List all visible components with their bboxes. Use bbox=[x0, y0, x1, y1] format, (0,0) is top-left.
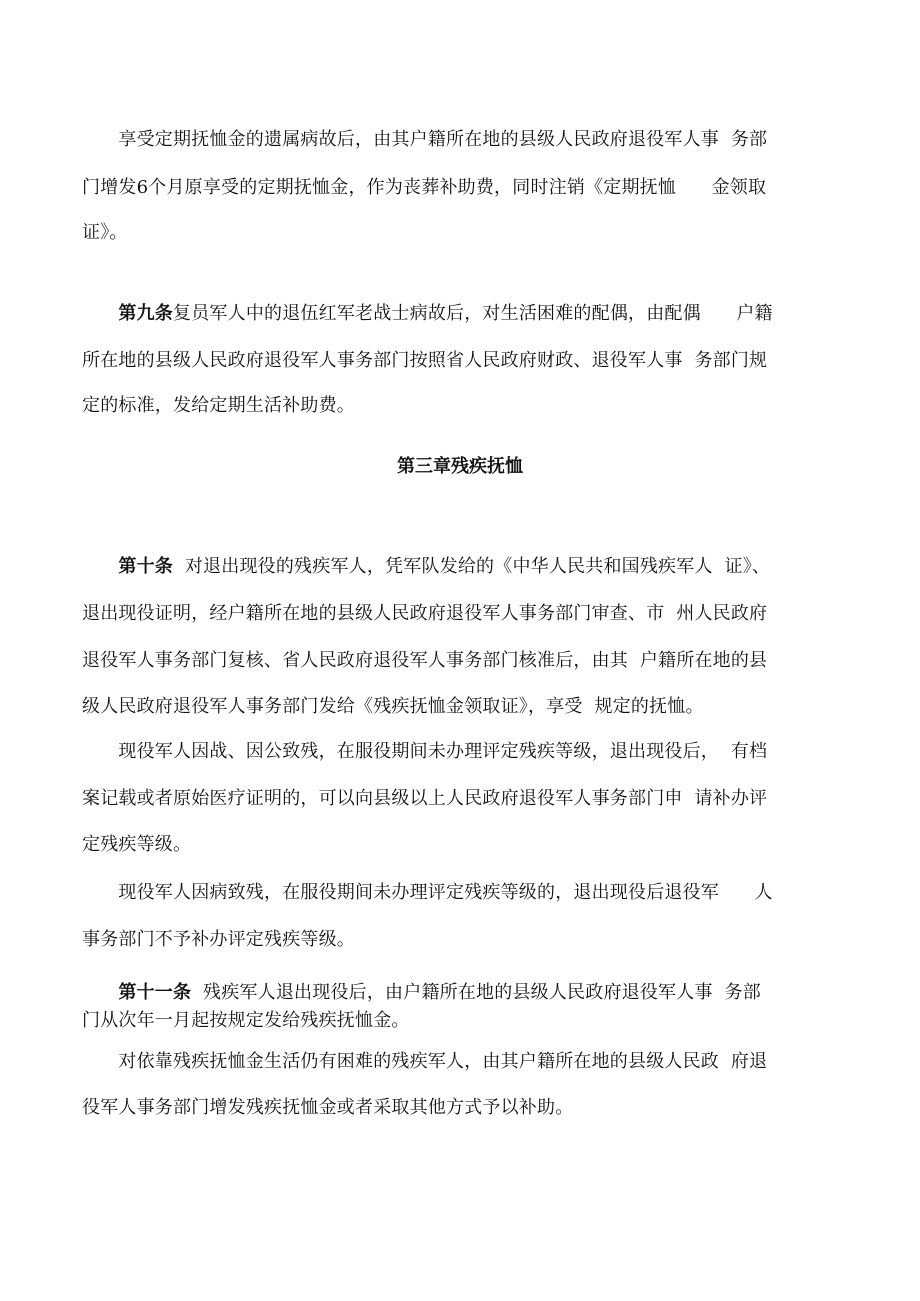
text-line bbox=[82, 303, 773, 325]
indent bbox=[82, 982, 118, 1003]
text-line: 定残疾等级。 bbox=[82, 834, 192, 855]
text-line bbox=[82, 982, 761, 1004]
text-line: 退出现役证明，经户籍所在地的县级人民政府退役军人事务部门审查、市 州人民政府 bbox=[82, 603, 768, 624]
text-line: 享受定期抚恤金的遗属病故后，由其户籍所在地的县级人民政府退役军人事 务部 bbox=[82, 129, 768, 150]
text-line: 现役军人因病致残，在服役期间未办理评定残疾等级的，退出现役后退役军 人 bbox=[82, 882, 773, 903]
article-9-text: 复员军人中的退伍红军老战士病故后，对生活困难的配偶，由配偶 户籍 bbox=[173, 303, 773, 324]
chapter-title: 第三章残疾抚恤 bbox=[397, 456, 523, 477]
article-label bbox=[82, 303, 118, 324]
text-line: 对依靠残疾抚恤金生活仍有困难的残疾军人，由其户籍所在地的县级人民政 府退 bbox=[82, 1051, 768, 1072]
indent bbox=[82, 556, 118, 577]
text-line: 事务部门不予补办评定残疾等级。 bbox=[82, 929, 355, 950]
text-line: 案记载或者原始医疗证明的，可以向县级以上人民政府退役军人事务部门申 请补办评 bbox=[82, 788, 768, 809]
text-line: 定的标准，发给定期生活补助费。 bbox=[82, 395, 355, 416]
text-line: 现役军人因战、因公致残，在服役期间未办理评定残疾等级，退出现役后， 有档 bbox=[82, 741, 768, 762]
article-9-label: 第九条 bbox=[118, 303, 174, 324]
article-10-label: 第十条 bbox=[118, 556, 174, 577]
text-line bbox=[82, 556, 770, 578]
article-11-label: 第十一条 bbox=[118, 982, 192, 1003]
text-line: 门增发6个月原享受的定期抚恤金，作为丧葬补助费，同时注销《定期抚恤 金领取 bbox=[82, 177, 767, 198]
text-line: 证》。 bbox=[82, 222, 128, 243]
article-11-text: 残疾军人退出现役后，由户籍所在地的县级人民政府退役军人事 务部 bbox=[191, 982, 761, 1003]
text-line: 门从次年一月起按规定发给残疾抚恤金。 bbox=[82, 1010, 410, 1031]
text-line: 级人民政府退役军人事务部门发给《残疾抚恤金领取证》，享受 规定的抚恤。 bbox=[82, 696, 704, 717]
article-10-text: 对退出现役的残疾军人，凭军队发给的《中华人民共和国残疾军人 证》、 bbox=[173, 556, 771, 577]
text-line: 退役军人事务部门复核、省人民政府退役军人事务部门核准后，由其 户籍所在地的县 bbox=[82, 650, 768, 671]
text-line: 所在地的县级人民政府退役军人事务部门按照省人民政府财政、退役军人事 务部门规 bbox=[82, 350, 768, 371]
text-line: 役军人事务部门增发残疾抚恤金或者采取其他方式予以补助。 bbox=[82, 1097, 574, 1118]
